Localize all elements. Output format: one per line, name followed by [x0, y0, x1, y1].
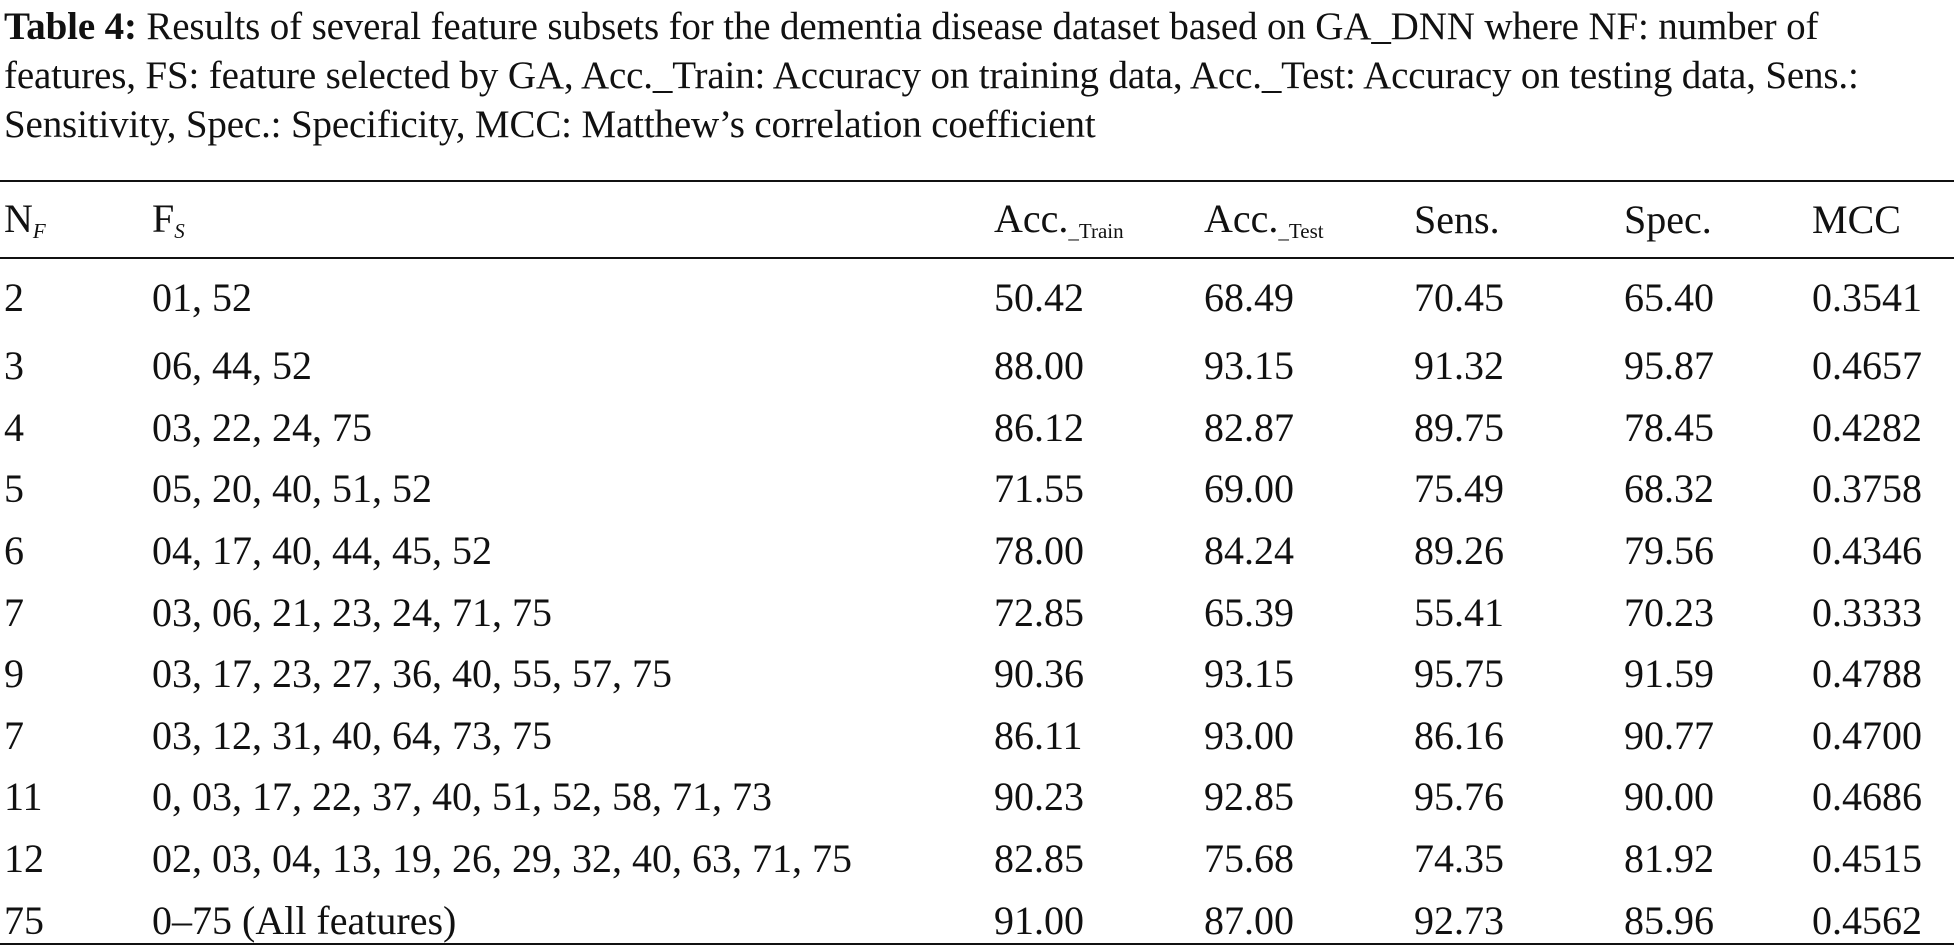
cell-mcc: 0.4515 [1812, 836, 1922, 882]
cell-spec: 81.92 [1624, 836, 1714, 882]
cell-acc-test: 75.68 [1204, 836, 1294, 882]
cell-acc-test: 87.00 [1204, 897, 1294, 943]
header-acc-test: $Acc._{\_Test}$ [1204, 195, 1324, 243]
cell-nf: 9 [4, 651, 24, 697]
cell-mcc: 0.4282 [1812, 404, 1922, 450]
cell-acc-train: 86.11 [994, 712, 1083, 758]
cell-nf: 6 [4, 528, 24, 574]
table-row [0, 581, 1954, 643]
cell-acc-train: 88.00 [994, 343, 1084, 389]
cell-fs: 04, 17, 40, 44, 45, 52 [152, 528, 492, 574]
table-row [0, 828, 1954, 890]
cell-spec: 85.96 [1624, 897, 1714, 943]
cell-spec: 78.45 [1624, 404, 1714, 450]
cell-fs: 02, 03, 04, 13, 19, 26, 29, 32, 40, 63, 71, 75 [152, 836, 852, 882]
cell-sens: 95.76 [1414, 774, 1504, 820]
cell-mcc: 0.4788 [1812, 651, 1922, 697]
table-row [0, 766, 1954, 828]
cell-nf: 7 [4, 589, 24, 635]
cell-spec: 79.56 [1624, 528, 1714, 574]
cell-spec: 90.77 [1624, 712, 1714, 758]
table-body [0, 255, 1954, 951]
table-top-rule [0, 180, 1954, 182]
caption-label: Table 4: [4, 5, 137, 48]
cell-mcc: 0.3758 [1812, 466, 1922, 512]
header-fs: $F_S$ [152, 195, 185, 243]
cell-mcc: 0.4686 [1812, 774, 1922, 820]
cell-nf: 11 [4, 774, 43, 820]
cell-acc-test: 82.87 [1204, 404, 1294, 450]
cell-spec: 65.40 [1624, 274, 1714, 320]
table-row [0, 520, 1954, 582]
cell-nf: 3 [4, 343, 24, 389]
cell-acc-test: 93.15 [1204, 343, 1294, 389]
cell-acc-train: 90.36 [994, 651, 1084, 697]
cell-sens: 91.32 [1414, 343, 1504, 389]
cell-nf: 75 [4, 897, 44, 943]
cell-acc-train: 91.00 [994, 897, 1084, 943]
cell-sens: 95.75 [1414, 651, 1504, 697]
cell-acc-train: 71.55 [994, 466, 1084, 512]
cell-fs: 01, 52 [152, 274, 252, 320]
header-acc-train: $Acc._{\_Train}$ [994, 195, 1124, 243]
cell-spec: 90.00 [1624, 774, 1714, 820]
cell-mcc: 0.4562 [1812, 897, 1922, 943]
cell-acc-test: 84.24 [1204, 528, 1294, 574]
cell-spec: 91.59 [1624, 651, 1714, 697]
cell-fs: 05, 20, 40, 51, 52 [152, 466, 432, 512]
cell-nf: 12 [4, 836, 44, 882]
header-spec: Spec. [1624, 196, 1712, 242]
table-row [0, 335, 1954, 397]
cell-acc-test: 65.39 [1204, 589, 1294, 635]
cell-fs: 03, 12, 31, 40, 64, 73, 75 [152, 712, 552, 758]
cell-sens: 70.45 [1414, 274, 1504, 320]
cell-fs: 0, 03, 17, 22, 37, 40, 51, 52, 58, 71, 73 [152, 774, 772, 820]
cell-sens: 74.35 [1414, 836, 1504, 882]
cell-mcc: 0.4700 [1812, 712, 1922, 758]
cell-mcc: 0.3333 [1812, 589, 1922, 635]
cell-sens: 55.41 [1414, 589, 1504, 635]
table-row [0, 889, 1954, 951]
cell-acc-train: 82.85 [994, 836, 1084, 882]
cell-spec: 70.23 [1624, 589, 1714, 635]
cell-fs: 06, 44, 52 [152, 343, 312, 389]
table-row [0, 705, 1954, 767]
cell-nf: 2 [4, 274, 24, 320]
caption-text: Results of several feature subsets for the dementia disease dataset based on GA_DNN where NF: number of features, FS: feature selected by GA, Acc._Train: Accuracy on training data, Acc._Test: Accuracy on testing data, Sens.: Sensitivity, Spec.: Specificity, MCC: Matthew’s correlation coefficient [4, 5, 1859, 146]
table-caption [4, 0, 1950, 149]
table-header-row [0, 183, 1954, 255]
cell-sens: 89.75 [1414, 404, 1504, 450]
cell-acc-test: 93.15 [1204, 651, 1294, 697]
cell-acc-train: 90.23 [994, 774, 1084, 820]
cell-sens: 89.26 [1414, 528, 1504, 574]
cell-acc-train: 72.85 [994, 589, 1084, 635]
cell-nf: 4 [4, 404, 24, 450]
table-row [0, 397, 1954, 459]
cell-acc-test: 69.00 [1204, 466, 1294, 512]
cell-sens: 86.16 [1414, 712, 1504, 758]
cell-fs: 03, 22, 24, 75 [152, 404, 372, 450]
table-row [0, 255, 1954, 335]
cell-acc-train: 86.12 [994, 404, 1084, 450]
cell-nf: 5 [4, 466, 24, 512]
table-row [0, 458, 1954, 520]
cell-spec: 68.32 [1624, 466, 1714, 512]
header-nf: $N_F$ [4, 195, 46, 243]
cell-acc-test: 93.00 [1204, 712, 1294, 758]
cell-fs: 0–75 (All features) [152, 897, 457, 943]
cell-fs: 03, 06, 21, 23, 24, 71, 75 [152, 589, 552, 635]
table-row [0, 643, 1954, 705]
cell-acc-train: 78.00 [994, 528, 1084, 574]
cell-sens: 75.49 [1414, 466, 1504, 512]
cell-mcc: 0.4346 [1812, 528, 1922, 574]
cell-mcc: 0.3541 [1812, 274, 1922, 320]
cell-acc-test: 92.85 [1204, 774, 1294, 820]
cell-nf: 7 [4, 712, 24, 758]
cell-acc-train: 50.42 [994, 274, 1084, 320]
header-mcc: MCC [1812, 196, 1901, 242]
cell-acc-test: 68.49 [1204, 274, 1294, 320]
cell-fs: 03, 17, 23, 27, 36, 40, 55, 57, 75 [152, 651, 672, 697]
cell-spec: 95.87 [1624, 343, 1714, 389]
cell-sens: 92.73 [1414, 897, 1504, 943]
cell-mcc: 0.4657 [1812, 343, 1922, 389]
header-sens: Sens. [1414, 196, 1500, 242]
results-table [0, 183, 1954, 951]
